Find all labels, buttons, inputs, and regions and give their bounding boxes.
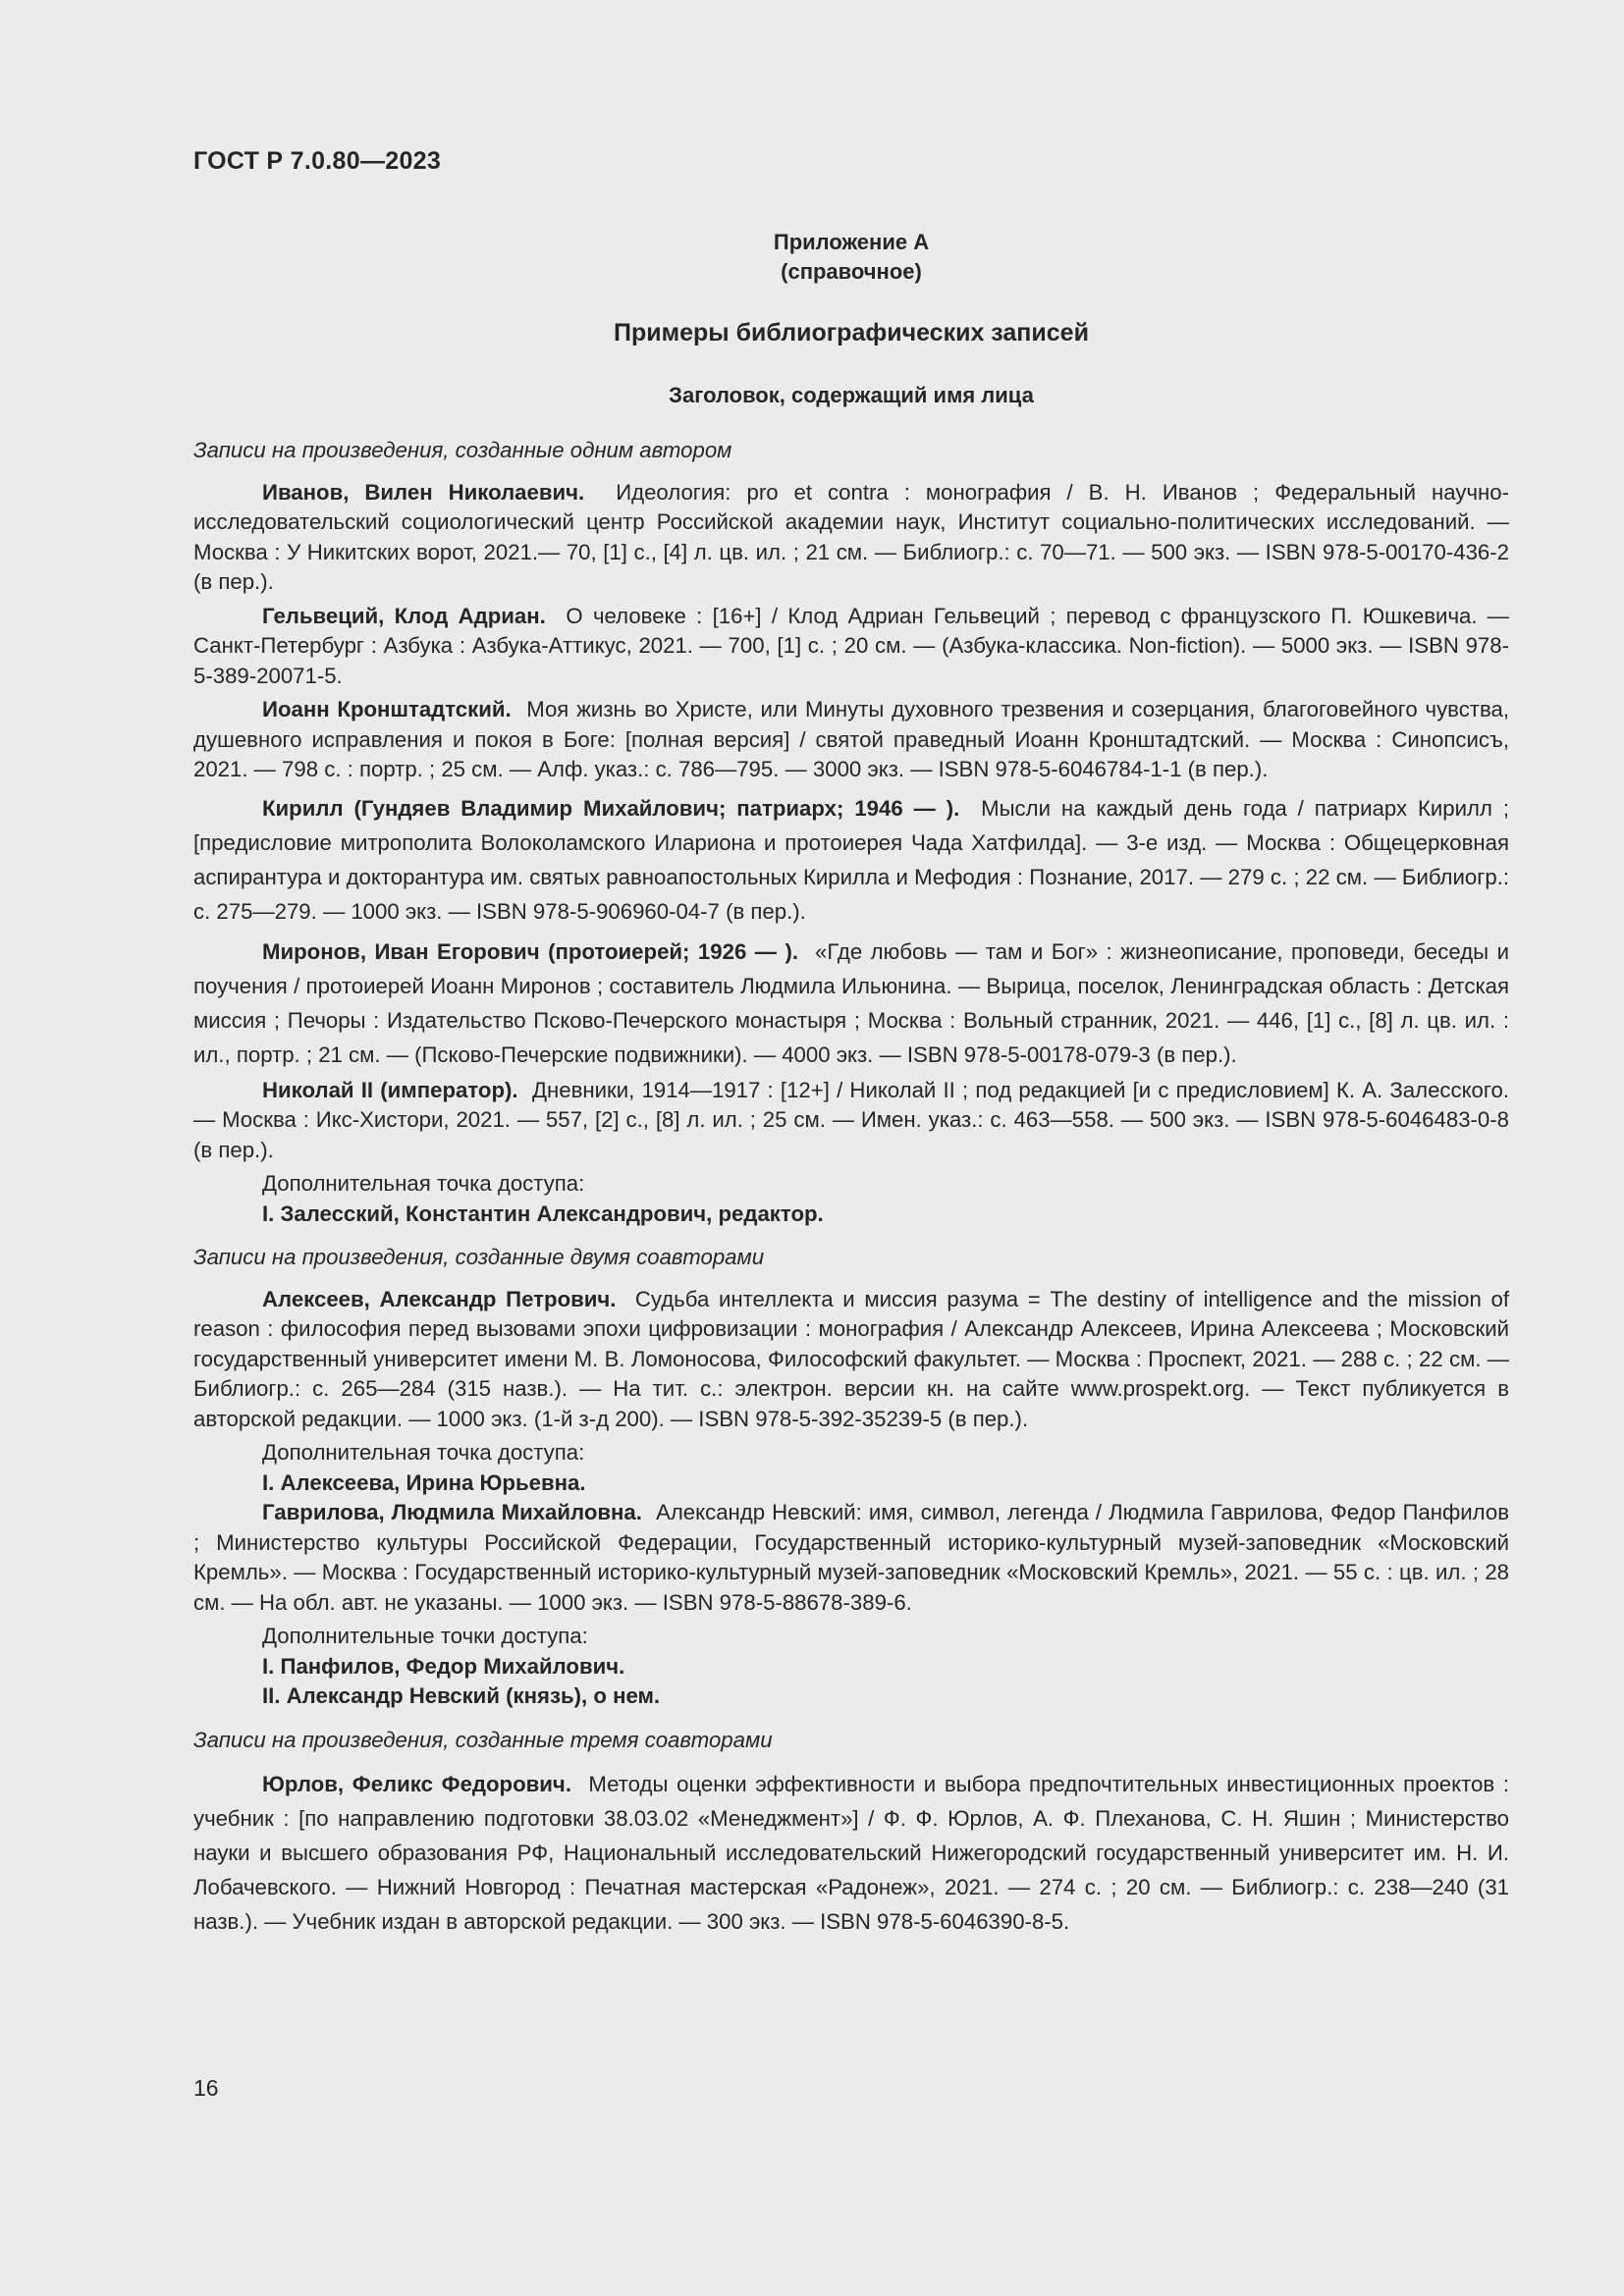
record-text: Дневники, 1914—1917 : [12+] / Николай II ; под редакцией [и с предисловием] К. А. Залесского. — Москва : Икс-Хистори, 2021. — 557, [2] с., [8] л. ил. ; 25 см. — Имен. указ.: с. 463—558. — 500 экз. — ISBN 978-5-6046483-0-8 (в пер.). — [193, 1077, 1509, 1162]
record-text: Моя жизнь во Христе, или Минуты духовного трезвения и созерцания, благоговейного чувства, душевного исправления и покоя в Боге: [полная версия] / святой праведный Иоанн Кронштадтский. — Москва : Синопсисъ, 2021. — 798 с. : портр. ; 25 см. — Алф. указ.: с. 786—795. — 3000 экз. — ISBN 978-5-6046784-1-1 (в пер.). — [193, 697, 1510, 781]
record-text: О человеке : [16+] / Клод Адриан Гельвеций ; перевод с французского П. Юшкевича. — Санкт-Петербург : Азбука : Азбука-Аттикус, 2021. — 700, [1] с. ; 20 см. — (Азбука-классика. Non-fiction). — 5000 экз. — ISBN 978-5-389-20071-5. — [193, 603, 1509, 688]
section-title: Примеры библиографических записей — [614, 319, 1089, 347]
appendix-title: Приложение А — [773, 230, 930, 254]
record-text: Мысли на каждый день года / патриарх Кирилл ; [предисловие митрополита Волоколамского Илариона и протоиерея Чада Хатфилда]. — 3-е изд. — Москва : Общецерковная аспирантура и докторантура им. святых равноапостольных Кирилла и Мефодия : Познание, 2017. — 279 с. ; 22 см. — Библиогр.: с. 275—279. — 1000 экз. — ISBN 978-5-906960-04-7 (в пер.). — [193, 795, 1509, 924]
record-heading: Миронов, Иван Егорович (протоиерей; 1926 — ). — [262, 938, 816, 964]
record-text: Судьба интеллекта и миссия разума = The destiny of intelligence and the mission of reason : философия перед вызовами эпохи цифровизации : монография / Александр Алексеев, Ирина Алексеева ; Московский государственный университет имени М. В. Ломоносова, Философский факультет. — Москва : Проспект, 2021. — 288 с. ; 22 см. — Библиогр.: с. 265—284 (315 назв.). — На тит. с.: электрон. версии кн. на сайте www.prospekt.org. — Текст публикуется в авторской редакции. — 1000 экз. (1-й з-д 200). — ISBN 978-5-392-35239-5 (в пер.). — [193, 1286, 1509, 1431]
bibliographic-record — [193, 1285, 1509, 1435]
group-gap — [193, 1712, 1509, 1726]
access-point: I. Панфилов, Федор Михайлович. — [262, 1653, 625, 1679]
group-title: Записи на произведения, созданные двумя соавторами — [193, 1245, 765, 1269]
record-heading: Гельвеций, Клод Адриан. — [262, 603, 567, 628]
group-title: Записи на произведения, созданные одним автором — [193, 438, 732, 462]
record-text: Идеология: pro et contra : монография / В. Н. Иванов ; Федеральный научно-исследовательский социологический центр Российской академии наук, Институт социально-политических исследований. — Москва : У Никитских ворот, 2021.— 70, [1] с., [4] л. цв. ил. ; 21 см. — Библиогр.: с. 70—71. — 500 экз. — ISBN 978-5-00170-436-2 (в пер.). — [193, 479, 1509, 594]
record-heading: Иоанн Кронштадтский. — [262, 697, 527, 721]
bibliographic-record — [193, 695, 1509, 785]
records-body — [193, 436, 1509, 1943]
subsection-title: Заголовок, содержащий имя лица — [669, 383, 1034, 407]
bibliographic-record — [193, 602, 1509, 692]
access-point: I. Алексеева, Ирина Юрьевна. — [262, 1469, 586, 1495]
record-text: «Где любовь — там и Бог» : жизнеописание, проповеди, беседы и поучения / протоиерей Иоанн Миронов ; составитель Людмила Ильюнина. — Вырица, поселок, Ленинградская область : Детская миссия ; Печоры : Издательство Псково-Печерского монастыря ; Москва : Вольный странник, 2021. — 446, [1] с., [8] л. цв. ил. : ил., портр. ; 21 см. — (Псково-Печерские подвижники). — 4000 экз. — ISBN 978-5-00178-079-3 (в пер.). — [193, 938, 1509, 1067]
record-heading: Кирилл (Гундяев Владимир Михайлович; патриарх; 1946 — ). — [262, 795, 982, 821]
appendix-note: (справочное) — [781, 259, 922, 284]
record-heading: Алексеев, Александр Петрович. — [262, 1286, 635, 1311]
access-point: II. Александр Невский (князь), о нем. — [262, 1683, 661, 1708]
access-point-label: Дополнительные точки доступа: — [262, 1624, 588, 1648]
page-number: 16 — [193, 2075, 219, 2101]
access-point: I. Залесский, Константин Александрович, редактор. — [262, 1201, 824, 1226]
bibliographic-record — [193, 1498, 1509, 1618]
group-title: Записи на произведения, созданные тремя соавторами — [193, 1727, 773, 1752]
bibliographic-record — [193, 934, 1509, 1072]
group-gap — [193, 1229, 1509, 1243]
bibliographic-record — [193, 478, 1509, 598]
record-heading: Иванов, Вилен Николаевич. — [262, 479, 617, 505]
record-text: Методы оценки эффективности и выбора предпочтительных инвестиционных проектов : учебник : [по направлению подготовки 38.03.02 «Менеджмент»] / Ф. Ф. Юрлов, А. Ф. Плеханова, С. Н. Яшин ; Министерство науки и высшего образования РФ, Национальный исследовательский Нижегородский государственный университет им. Н. И. Лобачевского. — Нижний Новгород : Печатная мастерская «Радонеж», 2021. — 274 с. ; 20 см. — Библиогр.: с. 238—240 (31 назв.). — Учебник издан в авторской редакции. — 300 экз. — ISBN 978-5-6046390-8-5. — [193, 1772, 1509, 1934]
bibliographic-record — [193, 1767, 1509, 1939]
access-point-label: Дополнительная точка доступа: — [262, 1440, 585, 1465]
access-point-label: Дополнительная точка доступа: — [262, 1171, 585, 1196]
appendix-heading — [193, 228, 1509, 287]
record-heading: Юрлов, Феликс Федорович. — [262, 1772, 589, 1796]
bibliographic-record — [193, 1076, 1509, 1166]
bibliographic-record — [193, 791, 1509, 929]
record-heading: Гаврилова, Людмила Михайловна. — [262, 1500, 657, 1524]
record-text: Александр Невский: имя, символ, легенда / Людмила Гаврилова, Федор Панфилов ; Министерство культуры Российской Федерации, Государственный историко-культурный музей-заповедник «Московский Кремль». — Москва : Государственный историко-культурный музей-заповедник «Московский Кремль», 2021. — 55 с. : цв. ил. ; 28 см. — На обл. авт. не указаны. — 1000 экз. — ISBN 978-5-88678-389-6. — [193, 1500, 1509, 1615]
standard-code: ГОСТ Р 7.0.80—2023 — [193, 147, 442, 175]
record-heading: Николай II (император). — [262, 1077, 532, 1102]
